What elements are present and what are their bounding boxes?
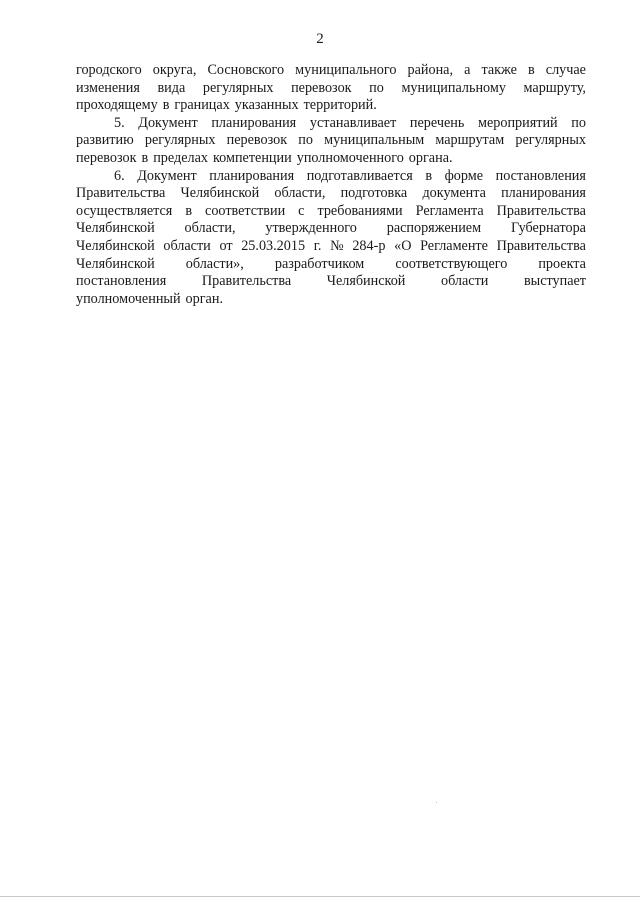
scan-speck — [436, 802, 437, 803]
word: Челябинской — [76, 237, 155, 254]
word: Документ — [137, 167, 197, 184]
word: округа, — [152, 62, 197, 78]
word: мероприятий — [477, 114, 558, 131]
text-line — [76, 62, 586, 80]
word: регулярных — [144, 132, 216, 149]
word: вида — [157, 79, 186, 96]
word: в — [528, 62, 535, 78]
word: планирования — [209, 167, 295, 184]
word: «О — [394, 237, 412, 254]
word: Губернатора — [510, 220, 586, 237]
word: области, — [274, 185, 326, 202]
word: соответствующего — [395, 255, 508, 272]
text-line — [76, 115, 586, 133]
word: в — [425, 167, 433, 184]
word: разработчиком — [274, 255, 365, 272]
text-line — [76, 132, 586, 150]
word: 25.03.2015 — [241, 237, 306, 254]
word: от — [219, 237, 233, 254]
word: Правительства — [496, 237, 586, 254]
word: области», — [185, 255, 244, 272]
word: изменения — [76, 79, 140, 96]
word: уполномоченный — [76, 290, 181, 307]
word: органа. — [408, 149, 453, 166]
word: Регламента — [415, 202, 484, 219]
word: Правительства — [496, 202, 586, 219]
word: в — [185, 202, 193, 219]
word: соответствии — [205, 202, 286, 219]
word: 6. — [114, 167, 125, 184]
word: выступает — [523, 273, 586, 290]
word: г. — [313, 237, 322, 254]
word: регулярных — [202, 79, 274, 96]
word: муниципального — [295, 62, 397, 78]
text-line — [76, 238, 586, 256]
word: маршруту, — [523, 79, 586, 96]
word: муниципальным — [324, 132, 425, 149]
word: постановления — [76, 273, 167, 290]
word: области — [163, 237, 211, 254]
text-line — [76, 256, 586, 274]
paragraph — [76, 62, 586, 115]
word: устанавливает — [309, 114, 397, 131]
text-line — [76, 80, 586, 98]
word: а — [464, 62, 471, 78]
word: Правительства — [76, 185, 166, 202]
word: 284-р — [352, 237, 386, 254]
text-line — [76, 185, 586, 203]
text-line — [76, 97, 586, 115]
word: с — [298, 202, 305, 219]
word: утвержденного — [265, 220, 357, 237]
word: компетенции — [212, 149, 292, 166]
text-line — [76, 150, 586, 168]
word: по — [571, 114, 586, 131]
word: Челябинской — [76, 255, 155, 272]
word: регулярных — [515, 132, 586, 149]
word: развитию — [76, 132, 134, 149]
page-number: 2 — [316, 31, 324, 47]
word: проходящему — [76, 97, 158, 114]
text-line — [76, 168, 586, 186]
word: Челябинской — [76, 220, 155, 237]
word: требованиями — [317, 202, 403, 219]
word: распоряжением — [386, 220, 482, 237]
text-line — [76, 291, 586, 309]
word: перевозок — [76, 149, 137, 166]
word: подготовка — [340, 185, 408, 202]
word: перевозок — [226, 132, 288, 149]
word: по — [369, 79, 384, 96]
word: перевозок — [291, 79, 352, 96]
word: уполномоченного — [296, 149, 404, 166]
word: Регламенте — [420, 237, 488, 254]
word: планирования — [211, 114, 297, 131]
word: городского — [76, 62, 142, 78]
word: случае — [545, 62, 586, 78]
word: перечень — [409, 114, 465, 131]
word: территорий. — [303, 97, 377, 114]
word: проекта — [538, 255, 586, 272]
word: в — [141, 149, 149, 166]
word: Документ — [138, 114, 198, 131]
word: форме — [444, 167, 484, 184]
word: указанных — [234, 97, 299, 114]
word: Челябинской — [180, 185, 260, 202]
paragraph — [76, 168, 586, 309]
word: подготавливается — [306, 167, 413, 184]
text-line — [76, 220, 586, 238]
word: в — [162, 97, 170, 114]
word: муниципальному — [401, 79, 506, 96]
word: № — [330, 237, 344, 254]
word: границах — [174, 97, 230, 114]
word: орган. — [185, 290, 223, 307]
paragraph — [76, 115, 586, 168]
word: осуществляется — [76, 202, 173, 219]
document-body — [76, 62, 586, 308]
text-line — [76, 203, 586, 221]
text-line — [76, 273, 586, 291]
word: документа — [422, 185, 486, 202]
word: постановления — [495, 167, 586, 184]
word: также — [481, 62, 517, 78]
word: Сосновского — [207, 62, 285, 78]
word: маршрутам — [435, 132, 505, 149]
word: Челябинской — [326, 273, 406, 290]
word: пределах — [153, 149, 208, 166]
word: области, — [184, 220, 236, 237]
word: 5. — [114, 114, 125, 131]
word: по — [298, 132, 313, 149]
word: района, — [407, 62, 454, 78]
word: планирования — [501, 185, 586, 202]
page-bottom-edge — [0, 896, 640, 897]
word: области — [440, 273, 489, 290]
word: Правительства — [201, 273, 292, 290]
